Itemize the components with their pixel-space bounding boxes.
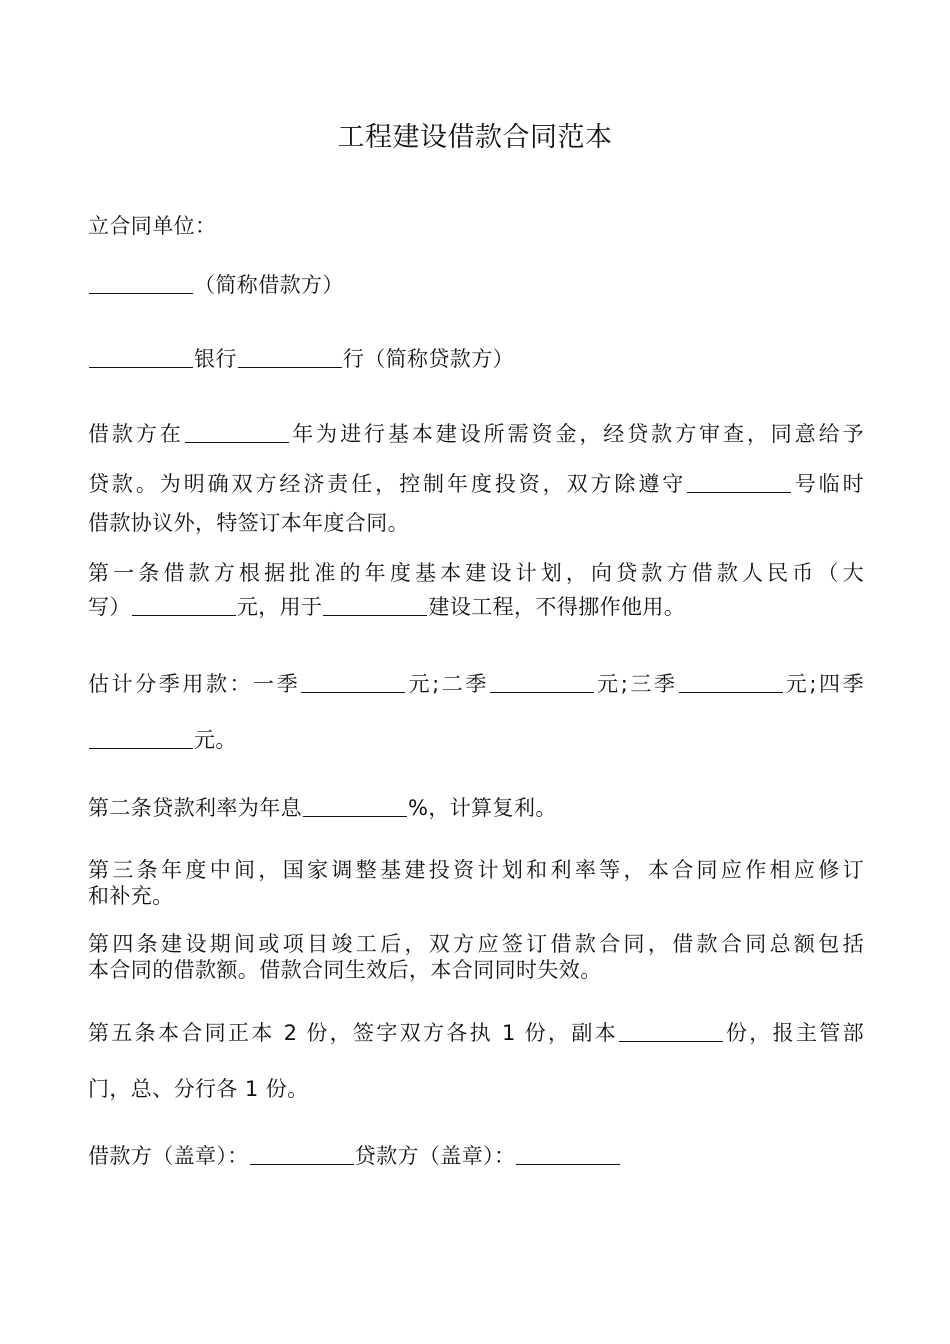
lender-bank-blank [89, 346, 193, 368]
article-3 [88, 857, 864, 909]
parties-label-block [88, 198, 864, 254]
quarter-2-blank [490, 671, 594, 693]
article-5-line-2: 门，总、分行各 1 份。 [88, 1077, 309, 1101]
quarter-1-label: 估计分季用款：一季 [88, 672, 301, 696]
intro-text-3: 贷款。为明确双方经济责任，控制年度投资，双方除遵守 [88, 472, 687, 496]
year-blank [185, 421, 289, 443]
intro-paragraph [88, 406, 864, 540]
article-1 [88, 556, 864, 624]
article-4 [88, 931, 864, 983]
article-4-line-1: 第四条建设期间或项目竣工后，双方应签订借款合同，借款合同总额包括 [88, 932, 864, 956]
intro-text-5: 借款协议外，特签订本年度合同。 [88, 511, 409, 535]
borrower-suffix: （简称借款方） [194, 273, 344, 297]
document-title: 工程建设借款合同范本 [337, 122, 613, 153]
quarter-2-label: 元;二季 [406, 672, 489, 696]
lender-seal-blank [516, 1143, 620, 1165]
intro-text-1: 借款方在 [88, 422, 184, 446]
parties-label: 立合同单位： [88, 214, 217, 238]
article-1-line-1: 第一条借款方根据批准的年度基本建设计划，向贷款方借款人民币（大 [88, 561, 864, 585]
borrower-blank [89, 272, 193, 294]
article-1-text-1: 写） [88, 595, 131, 619]
quarter-4-label: 元;四季 [783, 672, 864, 696]
quarter-3-label: 元;三季 [594, 672, 678, 696]
article-3-line-1: 第三条年度中间，国家调整基建投资计划和利率等，本合同应作相应修订 [88, 858, 864, 882]
lender-bank-label: 银行 [194, 347, 237, 371]
lender-seal-label: 贷款方（盖章）： [354, 1144, 516, 1168]
article-1-text-3: 建设工程，不得挪作他用。 [428, 595, 686, 619]
borrower-seal-blank [250, 1143, 354, 1165]
lender-branch-blank [238, 346, 342, 368]
article-2 [88, 780, 864, 836]
amount-blank [132, 594, 236, 616]
copies-blank [619, 1020, 723, 1042]
signature-line [88, 1128, 864, 1184]
article-5 [88, 1005, 864, 1117]
intro-text-4: 号临时 [792, 472, 865, 496]
lender-branch-suffix: 行（简称贷款方） [342, 347, 515, 371]
quarter-1-blank [301, 671, 405, 693]
article-3-line-2: 和补充。 [88, 884, 174, 908]
borrower-line [88, 257, 864, 313]
quarter-end: 元。 [194, 728, 237, 752]
interest-rate-blank [303, 795, 407, 817]
agreement-number-blank [687, 471, 791, 493]
intro-text-2: 年为进行基本建设所需资金，经贷款方审查，同意给予 [289, 422, 864, 446]
article-1-text-2: 元，用于 [236, 595, 323, 619]
borrower-seal-label: 借款方（盖章）： [88, 1144, 249, 1168]
article-2-text-1: 第二条贷款利率为年息 [88, 796, 302, 820]
quarter-4-blank [89, 727, 193, 749]
lender-line [88, 331, 864, 387]
project-blank [323, 594, 427, 616]
article-4-line-2: 本合同的借款额。借款合同生效后，本合同同时失效。 [88, 958, 602, 982]
quarterly-usage [88, 656, 864, 768]
article-5-text-2: 份，报主管部 [724, 1021, 864, 1045]
article-2-text-2: %，计算复利。 [408, 796, 557, 820]
article-5-text-1: 第五条本合同正本 2 份，签字双方各执 1 份，副本 [88, 1021, 619, 1045]
quarter-3-blank [679, 671, 783, 693]
